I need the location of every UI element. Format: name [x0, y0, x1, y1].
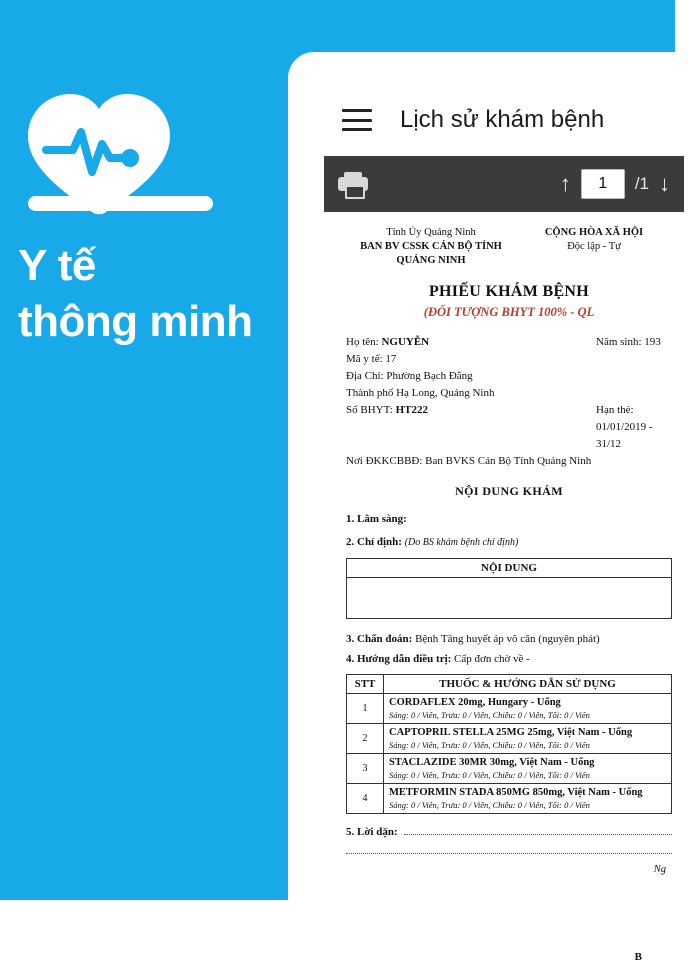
table-row — [347, 754, 672, 784]
header-left-line1: Tỉnh Ủy Quảng Ninh — [386, 227, 476, 238]
document-subtitle: (ĐỐI TƯỢNG BHYT 100% - QL — [423, 304, 595, 319]
noidung-table — [346, 558, 672, 619]
heart-pulse-icon — [18, 88, 213, 223]
item5-label: 5. Lời dặn: — [346, 826, 398, 839]
advice-rule — [404, 826, 672, 835]
birth-label: Năm sinh: — [596, 335, 642, 348]
item4-value: Cấp đơn chờ về - — [454, 652, 530, 665]
printer-icon[interactable] — [338, 171, 368, 197]
bhyt-value: HT222 — [395, 403, 428, 416]
row-stt: 4 — [347, 784, 384, 814]
expiry-value: 01/01/2019 - 31/12 — [596, 420, 653, 450]
header-right-line2: Độc lập - Tự — [567, 241, 621, 253]
table-row — [347, 694, 672, 724]
page-title: Lịch sử khám bệnh — [400, 106, 605, 133]
signature-date: Ng — [653, 864, 666, 876]
city-value: Thành phố Hạ Long, Quảng Ninh — [346, 386, 495, 399]
pdf-document-view[interactable] — [324, 212, 684, 963]
promo-title — [18, 238, 303, 351]
app-bar — [324, 84, 684, 156]
table-header-row — [347, 675, 672, 694]
promo-title-line2: thông minh — [18, 297, 253, 347]
patient-info — [346, 334, 672, 470]
page-total-label: /1 — [634, 174, 649, 193]
name-label: Họ tên: — [346, 335, 379, 348]
item2-label: 2. Chỉ định: — [346, 536, 402, 549]
item1-label: 1. Lâm sàng: — [346, 512, 407, 525]
document-title: PHIẾU KHÁM BỆNH — [428, 282, 590, 300]
drug-name: STACLAZIDE 30MR 30mg, Việt Nam - Uống — [389, 757, 595, 769]
noidung-empty-cell — [347, 578, 672, 619]
bhyt-label: Số BHYT: — [346, 403, 393, 416]
noidung-header: NỘI DUNG — [347, 559, 672, 578]
drug-name: METFORMIN STADA 850MG 850mg, Việt Nam - Uống — [389, 787, 643, 799]
item2-note: (Do BS khám bệnh chỉ định) — [404, 537, 519, 549]
pager-controls — [560, 169, 670, 199]
page-number-input[interactable] — [581, 169, 625, 199]
birth-value: 193 — [644, 335, 661, 348]
table-row — [347, 724, 672, 754]
pdf-toolbar — [324, 156, 684, 212]
address-value: Phường Bạch Đằng — [386, 369, 473, 382]
table-row — [347, 559, 672, 578]
promo-title-line1: Y tế — [18, 241, 96, 290]
register-value: Ban BVKS Cán Bộ Tỉnh Quảng Ninh — [425, 454, 592, 467]
drug-name: CAPTOPRIL STELLA 25MG 25mg, Việt Nam - Uống — [389, 727, 633, 739]
hamburger-menu-icon[interactable] — [342, 109, 372, 131]
header-right-line1: CỘNG HÒA XÃ HỘI — [544, 227, 644, 238]
col-drug: THUỐC & HƯỚNG DẪN SỬ DỤNG — [384, 675, 672, 694]
item3-label: 3. Chẩn đoán: — [346, 633, 413, 646]
app-screen — [324, 84, 684, 963]
drug-name: CORDAFLEX 20mg, Hungary - Uống — [389, 697, 561, 709]
table-row — [347, 578, 672, 619]
table-row — [347, 784, 672, 814]
header-left-line2: BAN BV CSSK CÁN BỘ TỈNH QUẢNG NINH — [360, 241, 502, 267]
arrow-down-icon[interactable]: ↓ — [659, 171, 670, 196]
row-stt: 1 — [347, 694, 384, 724]
code-value: 17 — [385, 352, 397, 365]
item4-label: 4. Hướng dẫn điều trị: — [346, 652, 452, 665]
dotted-rule — [346, 852, 672, 854]
row-stt: 2 — [347, 724, 384, 754]
document-header — [346, 226, 672, 269]
drug-dose: Sáng: 0 / Viên, Trưa: 0 / Viên, Chiều: 0 / Viên, Tối: 0 / Viên — [389, 800, 590, 811]
register-label: Nơi ĐKKCBBĐ: — [346, 454, 423, 467]
address-label: Địa Chỉ: — [346, 369, 384, 382]
drug-dose: Sáng: 0 / Viên, Trưa: 0 / Viên, Chiều: 0 / Viên, Tối: 0 / Viên — [389, 710, 590, 721]
arrow-up-icon[interactable]: ↑ — [559, 171, 571, 196]
code-label: Mã y tế: — [346, 352, 383, 365]
expiry-label: Hạn thẻ: — [596, 403, 634, 416]
row-stt: 3 — [347, 754, 384, 784]
advice-row — [346, 826, 672, 838]
drug-dose: Sáng: 0 / Viên, Trưa: 0 / Viên, Chiều: 0 / Viên, Tối: 0 / Viên — [389, 770, 590, 781]
drug-table — [346, 674, 672, 814]
drug-dose: Sáng: 0 / Viên, Trưa: 0 / Viên, Chiều: 0 / Viên, Tối: 0 / Viên — [389, 740, 590, 751]
item3-value: Bệnh Tăng huyết áp vô căn (nguyên phát) — [415, 633, 600, 646]
name-value: NGUYỄN — [381, 335, 430, 348]
signature-role: B — [634, 951, 642, 963]
exam-section-title: NỘI DUNG KHÁM — [455, 483, 563, 498]
promo-panel — [0, 0, 300, 900]
col-stt: STT — [347, 675, 384, 694]
